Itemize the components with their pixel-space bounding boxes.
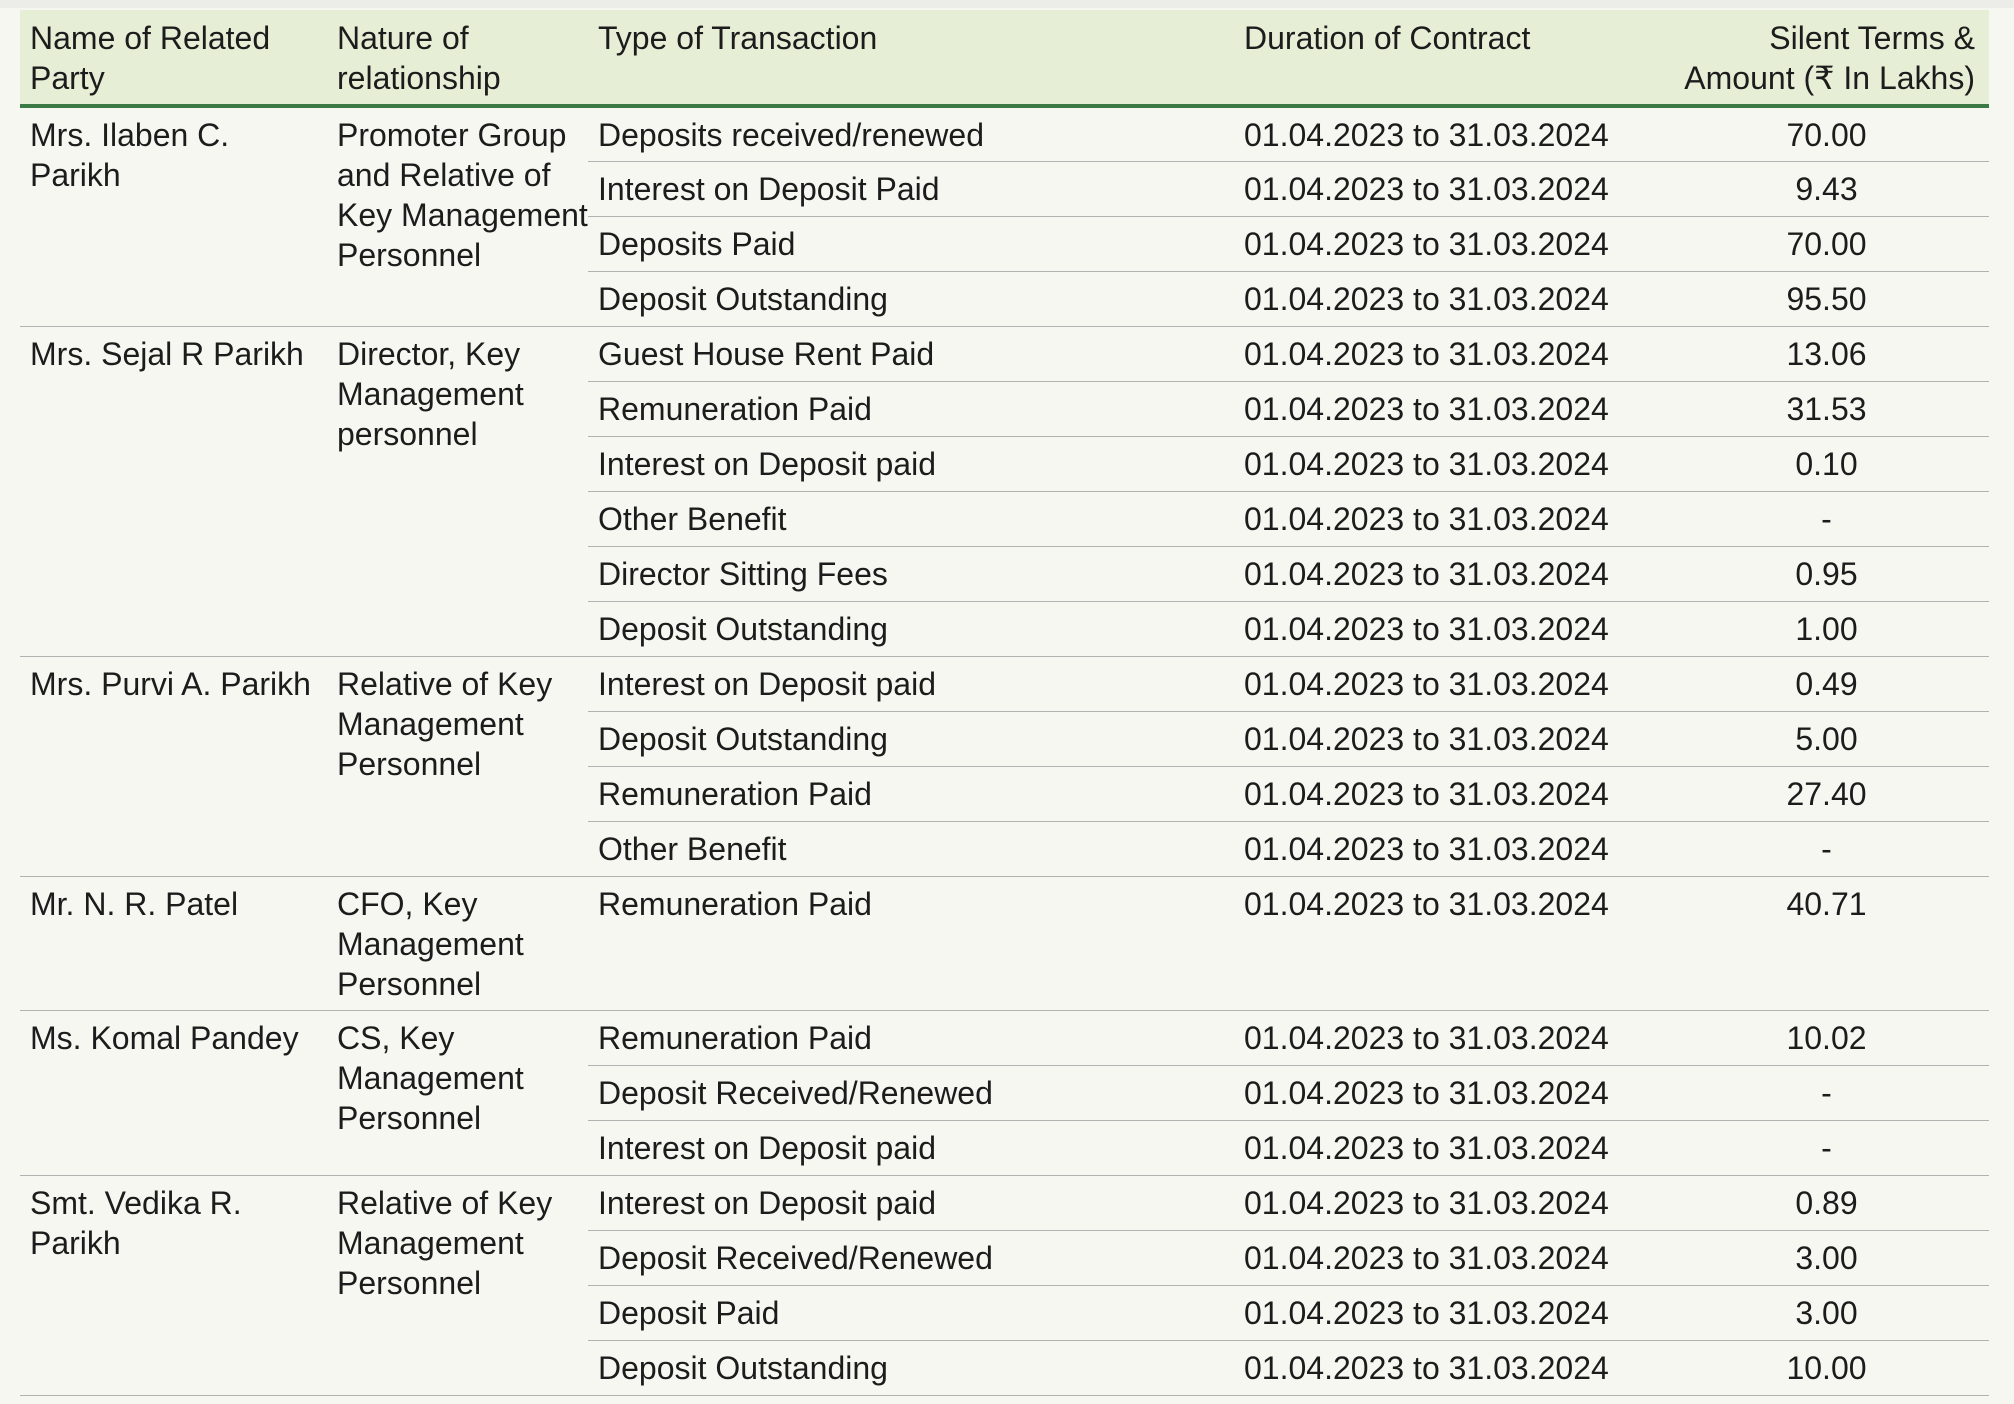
header-row [20,10,1989,106]
transaction-type-cell: Interest on Deposit paid [588,436,1234,491]
duration-cell: 01.04.2023 to 31.03.2024 [1234,766,1664,821]
duration-cell: 01.04.2023 to 31.03.2024 [1234,216,1664,271]
amount-cell: 1.00 [1664,601,1989,656]
duration-cell: 01.04.2023 to 31.03.2024 [1234,1340,1664,1395]
transaction-type-cell: Deposit Received/Renewed [588,1230,1234,1285]
amount-cell: 5.00 [1664,711,1989,766]
duration-cell: 01.04.2023 to 31.03.2024 [1234,161,1664,216]
duration-cell: 01.04.2023 to 31.03.2024 [1234,876,1664,1010]
relationship-cell: Promoter Group and Relative of Key Management Personnel [327,106,588,326]
transaction-type-cell: Remuneration Paid [588,876,1234,1010]
transaction-type-cell: Remuneration Paid [588,766,1234,821]
party-name-cell: Mrs. Purvi A. Parikh [20,656,327,876]
amount-cell: 0.95 [1664,546,1989,601]
party-name-cell: Mrs. Ilaben C. Parikh [20,106,327,326]
amount-cell: 9.43 [1664,161,1989,216]
duration-cell: 01.04.2023 to 31.03.2024 [1234,546,1664,601]
duration-cell: 01.04.2023 to 31.03.2024 [1234,1285,1664,1340]
amount-cell: 70.00 [1664,106,1989,161]
table-row [20,326,1989,381]
relationship-cell: CS, Key Management Personnel [327,1010,588,1175]
header-relationship: Nature of relationship [327,10,588,106]
transaction-type-cell: Guest House Rent Paid [588,326,1234,381]
duration-cell: 01.04.2023 to 31.03.2024 [1234,601,1664,656]
transaction-type-cell: Director Sitting Fees [588,546,1234,601]
duration-cell: 01.04.2023 to 31.03.2024 [1234,106,1664,161]
amount-cell: - [1664,1120,1989,1175]
transaction-type-cell: Deposit Outstanding [588,711,1234,766]
amount-cell: 13.06 [1664,326,1989,381]
header-transaction-type: Type of Transaction [588,10,1234,106]
amount-cell: 40.71 [1664,876,1989,1010]
duration-cell: 01.04.2023 to 31.03.2024 [1234,491,1664,546]
amount-cell: 3.00 [1664,1285,1989,1340]
transaction-type-cell: Deposit Paid [588,1285,1234,1340]
transaction-type-cell: Deposits received/renewed [588,106,1234,161]
duration-cell: 01.04.2023 to 31.03.2024 [1234,1175,1664,1230]
amount-cell: 10.00 [1664,1340,1989,1395]
party-name-cell: Ms. Komal Pandey [20,1010,327,1175]
transaction-type-cell: Interest on Deposit paid [588,1120,1234,1175]
amount-cell: 3.00 [1664,1230,1989,1285]
duration-cell: 01.04.2023 to 31.03.2024 [1234,1065,1664,1120]
transaction-type-cell: Deposit Outstanding [588,271,1234,326]
party-name-cell: Smt. Vedika R. Parikh [20,1175,327,1395]
relationship-cell: Director, Key Management personnel [327,326,588,656]
amount-cell: 0.49 [1664,656,1989,711]
amount-cell: 0.10 [1664,436,1989,491]
relationship-cell: CFO, Key Management Personnel [327,876,588,1010]
duration-cell: 01.04.2023 to 31.03.2024 [1234,1230,1664,1285]
amount-cell: 31.53 [1664,381,1989,436]
duration-cell: 01.04.2023 to 31.03.2024 [1234,326,1664,381]
transaction-type-cell: Deposit Outstanding [588,1340,1234,1395]
transaction-type-cell: Deposit Outstanding [588,601,1234,656]
header-duration: Duration of Contract [1234,10,1664,106]
header-name: Name of Related Party [20,10,327,106]
duration-cell: 01.04.2023 to 31.03.2024 [1234,711,1664,766]
duration-cell: 01.04.2023 to 31.03.2024 [1234,821,1664,876]
amount-cell: 95.50 [1664,271,1989,326]
party-name-cell: Mr. N. R. Patel [20,876,327,1010]
table-row [20,876,1989,1010]
table-body [20,106,1989,1395]
transaction-type-cell: Remuneration Paid [588,381,1234,436]
transaction-type-cell: Interest on Deposit Paid [588,161,1234,216]
transaction-type-cell: Interest on Deposit paid [588,656,1234,711]
transaction-type-cell: Other Benefit [588,821,1234,876]
transaction-type-cell: Other Benefit [588,491,1234,546]
amount-cell: 0.89 [1664,1175,1989,1230]
top-strip [0,0,2014,8]
transaction-type-cell: Deposits Paid [588,216,1234,271]
duration-cell: 01.04.2023 to 31.03.2024 [1234,656,1664,711]
duration-cell: 01.04.2023 to 31.03.2024 [1234,1120,1664,1175]
party-name-cell: Mrs. Sejal R Parikh [20,326,327,656]
duration-cell: 01.04.2023 to 31.03.2024 [1234,436,1664,491]
table-row [20,106,1989,161]
duration-cell: 01.04.2023 to 31.03.2024 [1234,1010,1664,1065]
amount-cell: - [1664,1065,1989,1120]
amount-cell: 70.00 [1664,216,1989,271]
table-row [20,1175,1989,1230]
transaction-type-cell: Interest on Deposit paid [588,1175,1234,1230]
duration-cell: 01.04.2023 to 31.03.2024 [1234,381,1664,436]
table-row [20,1010,1989,1065]
related-party-table [20,10,1989,1396]
amount-cell: - [1664,821,1989,876]
table-row [20,656,1989,711]
relationship-cell: Relative of Key Management Personnel [327,656,588,876]
header-amount: Silent Terms & Amount (₹ In Lakhs) [1664,10,1989,106]
relationship-cell: Relative of Key Management Personnel [327,1175,588,1395]
duration-cell: 01.04.2023 to 31.03.2024 [1234,271,1664,326]
amount-cell: 27.40 [1664,766,1989,821]
amount-cell: 10.02 [1664,1010,1989,1065]
transaction-type-cell: Remuneration Paid [588,1010,1234,1065]
table-header [20,10,1989,106]
amount-cell: - [1664,491,1989,546]
transaction-type-cell: Deposit Received/Renewed [588,1065,1234,1120]
